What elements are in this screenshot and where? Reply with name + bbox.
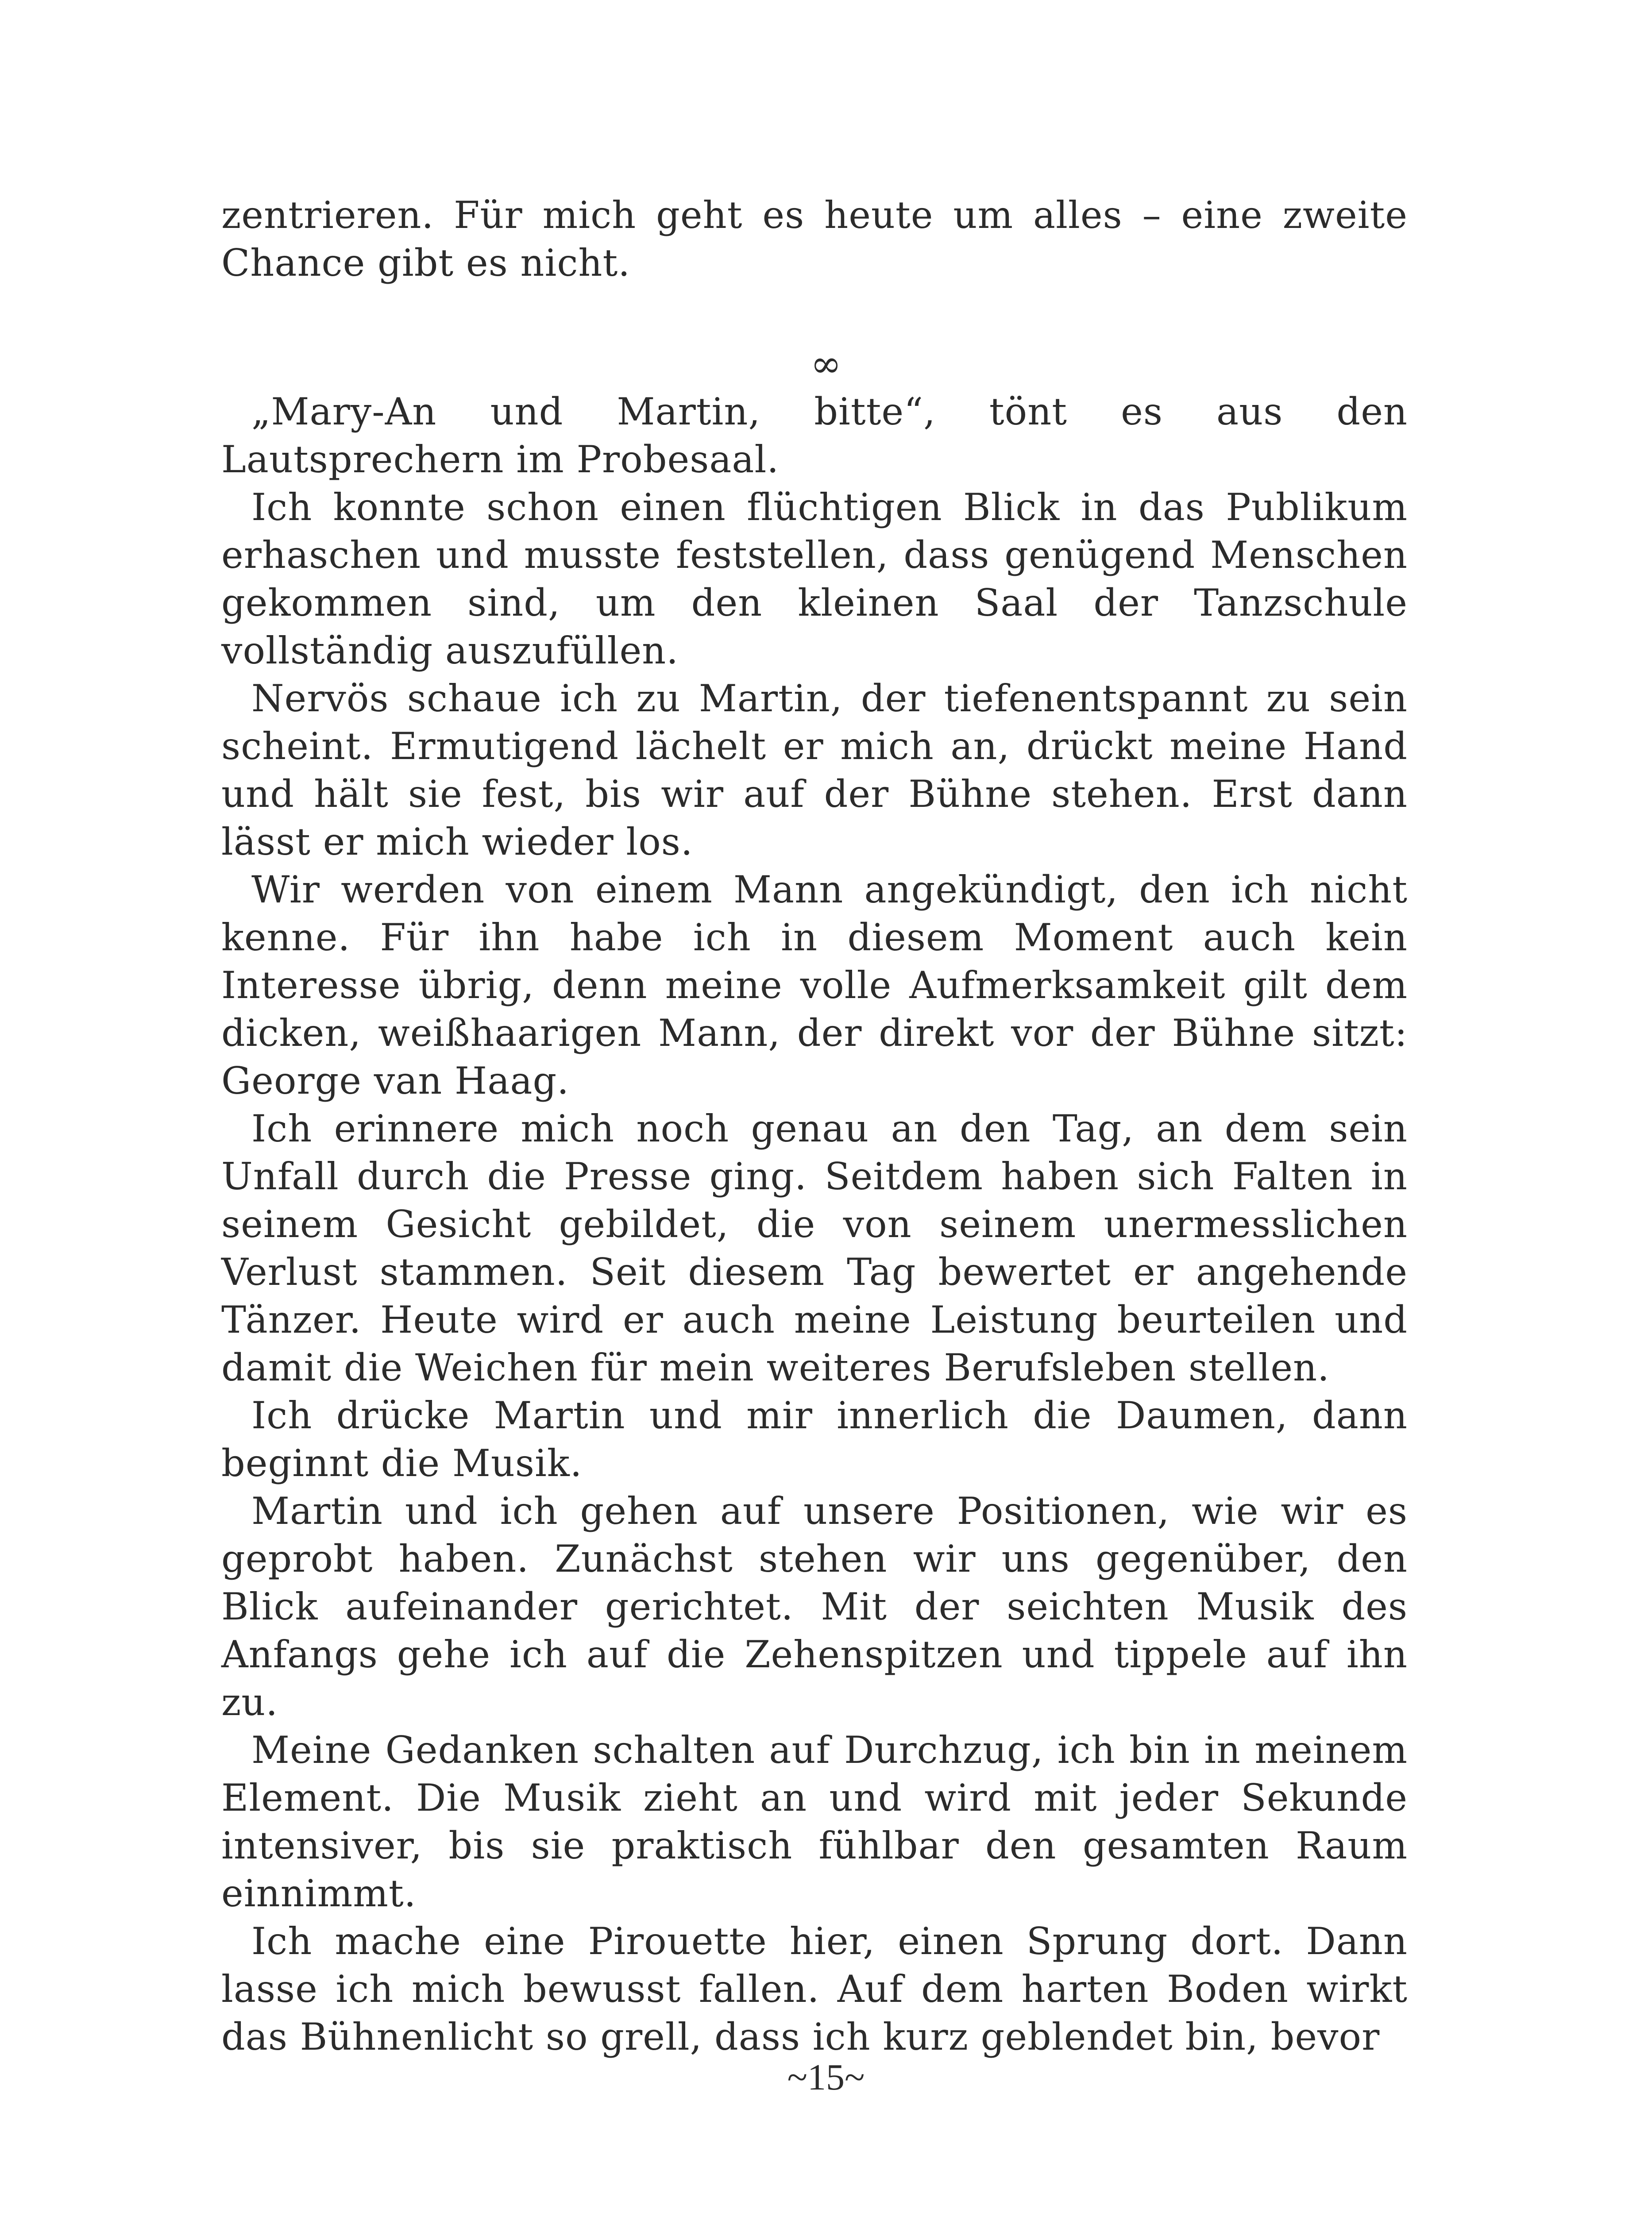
page-number: ~15~ (787, 2057, 865, 2098)
paragraph: Ich mache eine Pirouette hier, einen Sprung dort. Dann lasse ich mich bewusst fallen. Auf dem harten Boden wirkt das Bühnenlicht so grell, dass ich kurz geblendet bin, bevor (221, 1920, 1408, 2059)
paragraph: Ich erinnere mich noch genau an den Tag, an dem sein Unfall durch die Presse ging. Seitdem haben sich Falten in seinem Gesicht gebildet, die von seinem unermesslichen Verlust stammen. Seit diesem Tag bewertet er angehende Tänzer. Heute wird er auch meine Leistung beurteilen und damit die Weichen für mein weiteres Berufsleben stellen. (221, 1107, 1408, 1389)
paragraph: „Mary-An und Martin, bitte“, tönt es aus den Lautsprechern im Probesaal. (221, 390, 1408, 481)
paragraph: Wir werden von einem Mann angekündigt, den ich nicht kenne. Für ihn habe ich in diesem Moment auch kein Interesse übrig, denn meine volle Aufmerksamkeit gilt dem dicken, weißhaarigen Mann, der direkt vor der Bühne sitzt: George van Haag. (221, 868, 1408, 1103)
paragraph: Martin und ich gehen auf unsere Positionen, wie wir es geprobt haben. Zunächst stehen wir uns gegenüber, den Blick aufeinander gerichtet. Mit der seichten Musik des Anfangs gehe ich auf die Zehenspitzen und tippele auf ihn zu. (221, 1489, 1408, 1724)
paragraph: Ich konnte schon einen flüchtigen Blick in das Publikum erhaschen und musste feststellen, dass genügend Menschen gekommen sind, um den kleinen Saal der Tanzschule vollständig auszufüllen. (221, 486, 1408, 672)
intro-paragraph: zentrieren. Für mich geht es heute um alles – eine zweite Chance gibt es nicht. (221, 193, 1408, 285)
section-separator: ∞ (811, 342, 841, 386)
paragraph: Ich drücke Martin und mir innerlich die Daumen, dann beginnt die Musik. (221, 1394, 1408, 1485)
intro-paragraph-block (221, 191, 1408, 287)
paragraph: Meine Gedanken schalten auf Durchzug, ich bin in meinem Element. Die Musik zieht an und wird mit jeder Sekunde intensiver, bis sie praktisch fühlbar den gesamten Raum einnimmt. (221, 1728, 1408, 1915)
paragraph: Nervös schaue ich zu Martin, der tiefenentspannt zu sein scheint. Ermutigend lächelt er mich an, drückt meine Hand und hält sie fest, bis wir auf der Bühne stehen. Erst dann lässt er mich wieder los. (221, 677, 1408, 864)
main-text-block (221, 388, 1408, 2061)
